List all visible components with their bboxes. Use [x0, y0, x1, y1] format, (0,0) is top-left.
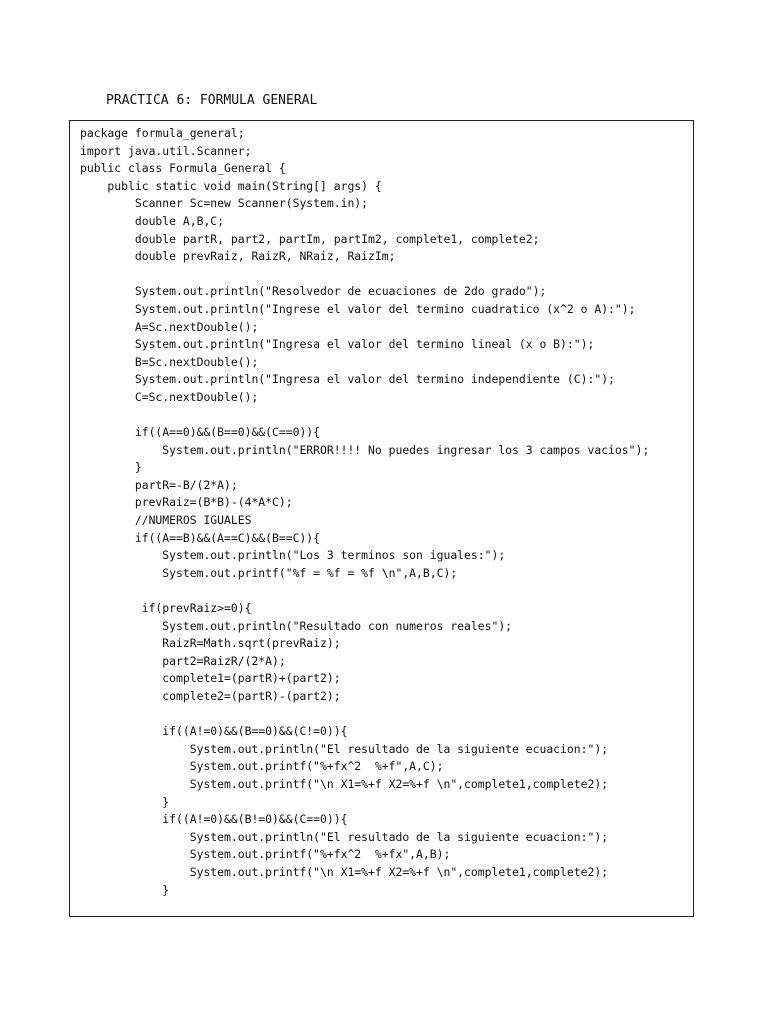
code-line: partR=-B/(2*A); — [80, 477, 238, 492]
code-line: System.out.println("Resultado con numeros reales"); — [80, 618, 513, 633]
code-line: import java.util.Scanner; — [80, 143, 252, 158]
code-line — [80, 706, 649, 724]
code-line: Scanner Sc=new Scanner(System.in); — [80, 196, 369, 211]
code-listing — [80, 125, 649, 899]
code-line: System.out.printf("%+fx^2 %+f",A,C); — [80, 759, 444, 774]
page-title: PRACTICA 6: FORMULA GENERAL — [106, 93, 318, 108]
code-line: C=Sc.nextDouble(); — [80, 389, 259, 404]
code-line: System.out.printf("\n X1=%+f X2=%+f \n",complete1,complete2); — [80, 776, 609, 791]
code-listing-box — [69, 120, 694, 917]
code-line: complete2=(partR)-(part2); — [80, 689, 341, 703]
code-line: System.out.printf("\n X1=%+f X2=%+f \n",complete1,complete2); — [80, 864, 609, 879]
code-line: System.out.printf("%f = %f = %f \n",A,B,C); — [80, 565, 458, 580]
code-line — [80, 582, 649, 600]
code-line: double A,B,C; — [80, 213, 225, 228]
code-line: package formula_general; — [80, 126, 245, 140]
code-line: public class Formula_General { — [80, 161, 286, 176]
code-line: public static void main(String[] args) { — [80, 178, 382, 193]
code-line: if((A==B)&&(A==C)&&(B==C)){ — [80, 530, 321, 545]
code-line: RaizR=Math.sqrt(prevRaiz); — [80, 636, 341, 651]
code-line: if((A!=0)&&(B!=0)&&(C==0)){ — [80, 812, 348, 827]
code-line: if(prevRaiz>=0){ — [80, 601, 252, 616]
code-line: if((A==0)&&(B==0)&&(C==0)){ — [80, 425, 321, 440]
code-line: System.out.println("El resultado de la siguiente ecuacion:"); — [80, 741, 609, 756]
code-line: System.out.println("Ingresa el valor del termino independiente (C):"); — [80, 372, 615, 387]
code-line: System.out.println("Ingrese el valor del termino cuadratico (x^2 o A):"); — [80, 301, 636, 316]
code-line: part2=RaizR/(2*A); — [80, 653, 286, 668]
code-line: prevRaiz=(B*B)-(4*A*C); — [80, 495, 293, 510]
code-line: System.out.println("Ingresa el valor del termino lineal (x o B):"); — [80, 337, 595, 352]
code-line: System.out.println("ERROR!!!! No puedes ingresar los 3 campos vacios"); — [80, 442, 650, 457]
code-line: } — [80, 460, 142, 475]
code-line: if((A!=0)&&(B==0)&&(C!=0)){ — [80, 724, 348, 739]
code-line: double prevRaiz, RaizR, NRaiz, RaizIm; — [80, 249, 396, 264]
code-line: } — [80, 794, 170, 809]
code-line: System.out.println("Resolvedor de ecuaciones de 2do grado"); — [80, 284, 547, 299]
code-line: System.out.println("El resultado de la siguiente ecuacion:"); — [80, 829, 609, 844]
code-line: A=Sc.nextDouble(); — [80, 319, 259, 334]
code-line — [80, 266, 649, 284]
code-line: double partR, part2, partIm, partIm2, complete1, complete2; — [80, 231, 540, 246]
code-line: } — [80, 882, 170, 897]
code-line: System.out.printf("%+fx^2 %+fx",A,B); — [80, 847, 451, 862]
code-line: B=Sc.nextDouble(); — [80, 354, 259, 369]
code-line: System.out.println("Los 3 terminos son iguales:"); — [80, 548, 506, 563]
code-line — [80, 407, 649, 425]
code-line: complete1=(partR)+(part2); — [80, 671, 341, 686]
code-line: //NUMEROS IGUALES — [80, 513, 252, 528]
